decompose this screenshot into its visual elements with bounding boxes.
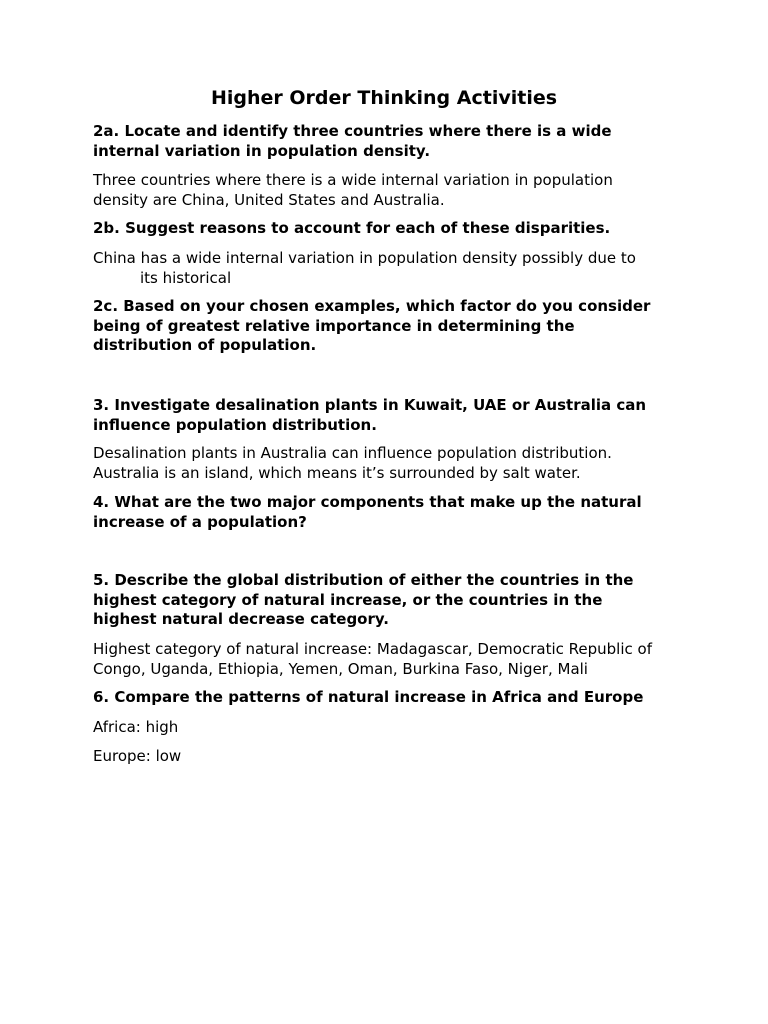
question-2c xyxy=(93,297,693,356)
question-6 xyxy=(93,688,693,708)
question-2c-line-2: being of greatest relative importance in determining the xyxy=(93,316,575,335)
answer-3-line-2: Australia is an island, which means it’s surrounded by salt water. xyxy=(93,463,581,482)
question-4 xyxy=(93,493,693,532)
question-3 xyxy=(93,396,693,435)
answer-2a-line-1: Three countries where there is a wide internal variation in population xyxy=(93,171,613,189)
answer-2a-line-2: density are China, United States and Australia. xyxy=(93,190,445,209)
answer-2b-line-2: its historical xyxy=(140,268,232,287)
question-2a-line-1: 2a. Locate and identify three countries where there is a wide xyxy=(93,122,612,140)
answer-2a xyxy=(93,171,693,210)
answer-2b xyxy=(93,249,693,288)
question-5-line-2: highest category of natural increase, or the countries in the xyxy=(93,590,603,609)
question-4-line-1: 4. What are the two major components that make up the natural xyxy=(93,493,642,511)
answer-3 xyxy=(93,444,693,483)
question-4-line-2: increase of a population? xyxy=(93,512,307,531)
question-2a xyxy=(93,122,693,161)
answer-5-line-2: Congo, Uganda, Ethiopia, Yemen, Oman, Burkina Faso, Niger, Mali xyxy=(93,659,588,678)
answer-5 xyxy=(93,640,693,679)
question-3-line-1: 3. Investigate desalination plants in Kuwait, UAE or Australia can xyxy=(93,396,647,414)
question-2b xyxy=(93,219,693,239)
question-2b-line-1: 2b. Suggest reasons to account for each of these disparities. xyxy=(93,219,611,237)
question-5-line-3: highest natural decrease category. xyxy=(93,610,389,628)
question-6-line-1: 6. Compare the patterns of natural increase in Africa and Europe xyxy=(93,688,644,706)
answer-6-africa: Africa: high xyxy=(93,718,179,736)
document-title: Higher Order Thinking Activities xyxy=(210,87,558,109)
question-5-line-1: 5. Describe the global distribution of either the countries in the xyxy=(93,571,634,589)
question-2c-line-1: 2c. Based on your chosen examples, which factor do you consider xyxy=(93,297,651,315)
question-2a-line-2: internal variation in population density. xyxy=(93,141,431,160)
answer-2b-line-1: China has a wide internal variation in population density possibly due to xyxy=(93,249,636,267)
question-5 xyxy=(93,571,693,630)
question-3-line-2: influence population distribution. xyxy=(93,415,377,434)
question-2c-line-3: distribution of population. xyxy=(93,336,317,354)
answer-3-line-1: Desalination plants in Australia can influence population distribution. xyxy=(93,444,612,462)
answer-6-europe: Europe: low xyxy=(93,747,182,765)
answer-5-line-1: Highest category of natural increase: Madagascar, Democratic Republic of xyxy=(93,640,652,658)
